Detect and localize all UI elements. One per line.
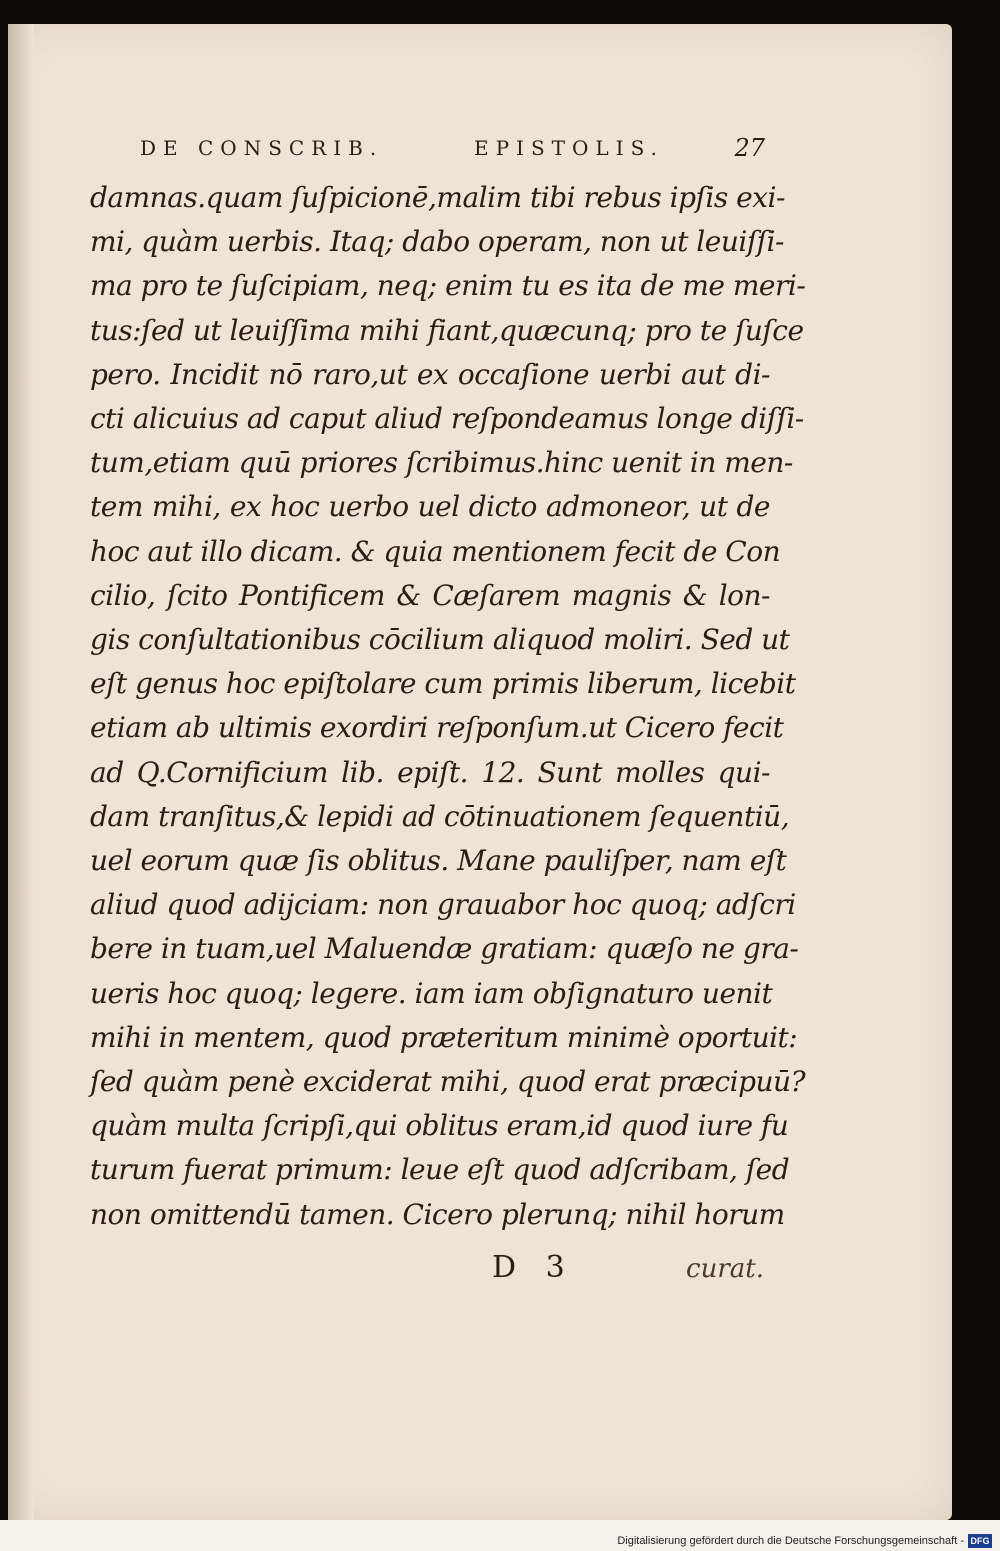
dfg-logo-icon: DFG — [968, 1534, 992, 1548]
page-gutter-shadow — [8, 24, 34, 1520]
digitization-credit: Digitalisierung gefördert durch die Deutsche Forschungsgemeinschaft - — [617, 1535, 964, 1547]
text-line: quàm multa ſcripſi,qui oblitus eram,id quod iure fu — [90, 1109, 789, 1143]
text-line: ad Q.Cornificium lib. epiſt. 12. Sunt molles qui- — [90, 755, 770, 789]
text-line: bere in tuam,uel Maluendæ gratiam: quæſo ne gra- — [90, 932, 799, 966]
text-line: mihi in mentem, quod præteritum minimè oportuit: — [90, 1020, 798, 1054]
text-line: non omittendū tamen. Cicero plerunq; nihil horum — [90, 1197, 785, 1231]
text-line: aliud quod adijciam: non grauabor hoc quoq; adſcri — [90, 888, 796, 922]
text-line: ſed quàm penè exciderat mihi, quod erat præcipuū? — [90, 1065, 806, 1099]
text-line: uel eorum quæ ſis oblitus. Mane pauliſper, nam eſt — [90, 844, 787, 878]
text-line: turum fuerat primum: leue eſt quod adſcribam, ſed — [90, 1153, 790, 1187]
catchword: curat. — [686, 1254, 764, 1284]
text-line: cti alicuius ad caput aliud reſpondeamus longe diſſi- — [90, 402, 804, 436]
signature-line — [90, 1250, 770, 1294]
text-line: eſt genus hoc epiſtolare cum primis liberum, licebit — [90, 667, 796, 701]
text-line: ueris hoc quoq; legere. iam iam obſignaturo uenit — [90, 976, 773, 1010]
running-head-mid: EPISTOLIS. — [474, 136, 664, 160]
text-line: pero. Incidit nō raro,ut ex occaſione uerbi aut di- — [90, 357, 770, 391]
signature-mark: D 3 — [492, 1250, 575, 1285]
text-line: etiam ab ultimis exordiri reſponſum.ut Cicero fecit — [90, 711, 784, 745]
text-line: mi, quàm uerbis. Itaq; dabo operam, non ut leuiſſi- — [90, 225, 784, 259]
body-text — [90, 176, 806, 1237]
text-line: ma pro te ſuſcipiam, neq; enim tu es ita de me meri- — [90, 269, 806, 303]
text-line: dam tranſitus,& lepidi ad cōtinuationem ſequentiū, — [90, 799, 790, 833]
text-line: hoc aut illo dicam. & quia mentionem fecit de Con — [90, 534, 781, 568]
page-number: 27 — [734, 134, 765, 162]
text-line: tus:ſed ut leuiſſima mihi fiant,quæcunq; pro te ſuſce — [90, 313, 804, 347]
text-line: tum,etiam quū priores ſcribimus.hinc uenit in men- — [90, 446, 793, 480]
text-line: gis conſultationibus cōcilium aliquod moliri. Sed ut — [90, 623, 790, 657]
text-line: cilio, ſcito Pontificem & Cæſarem magnis & lon- — [90, 578, 770, 612]
text-line: damnas.quam ſuſpicionē,malim tibi rebus ipſis exi- — [90, 181, 785, 214]
running-head-left: DE CONSCRIB. — [140, 136, 384, 160]
text-line: tem mihi, ex hoc uerbo uel dicto admoneor, ut de — [90, 490, 770, 524]
